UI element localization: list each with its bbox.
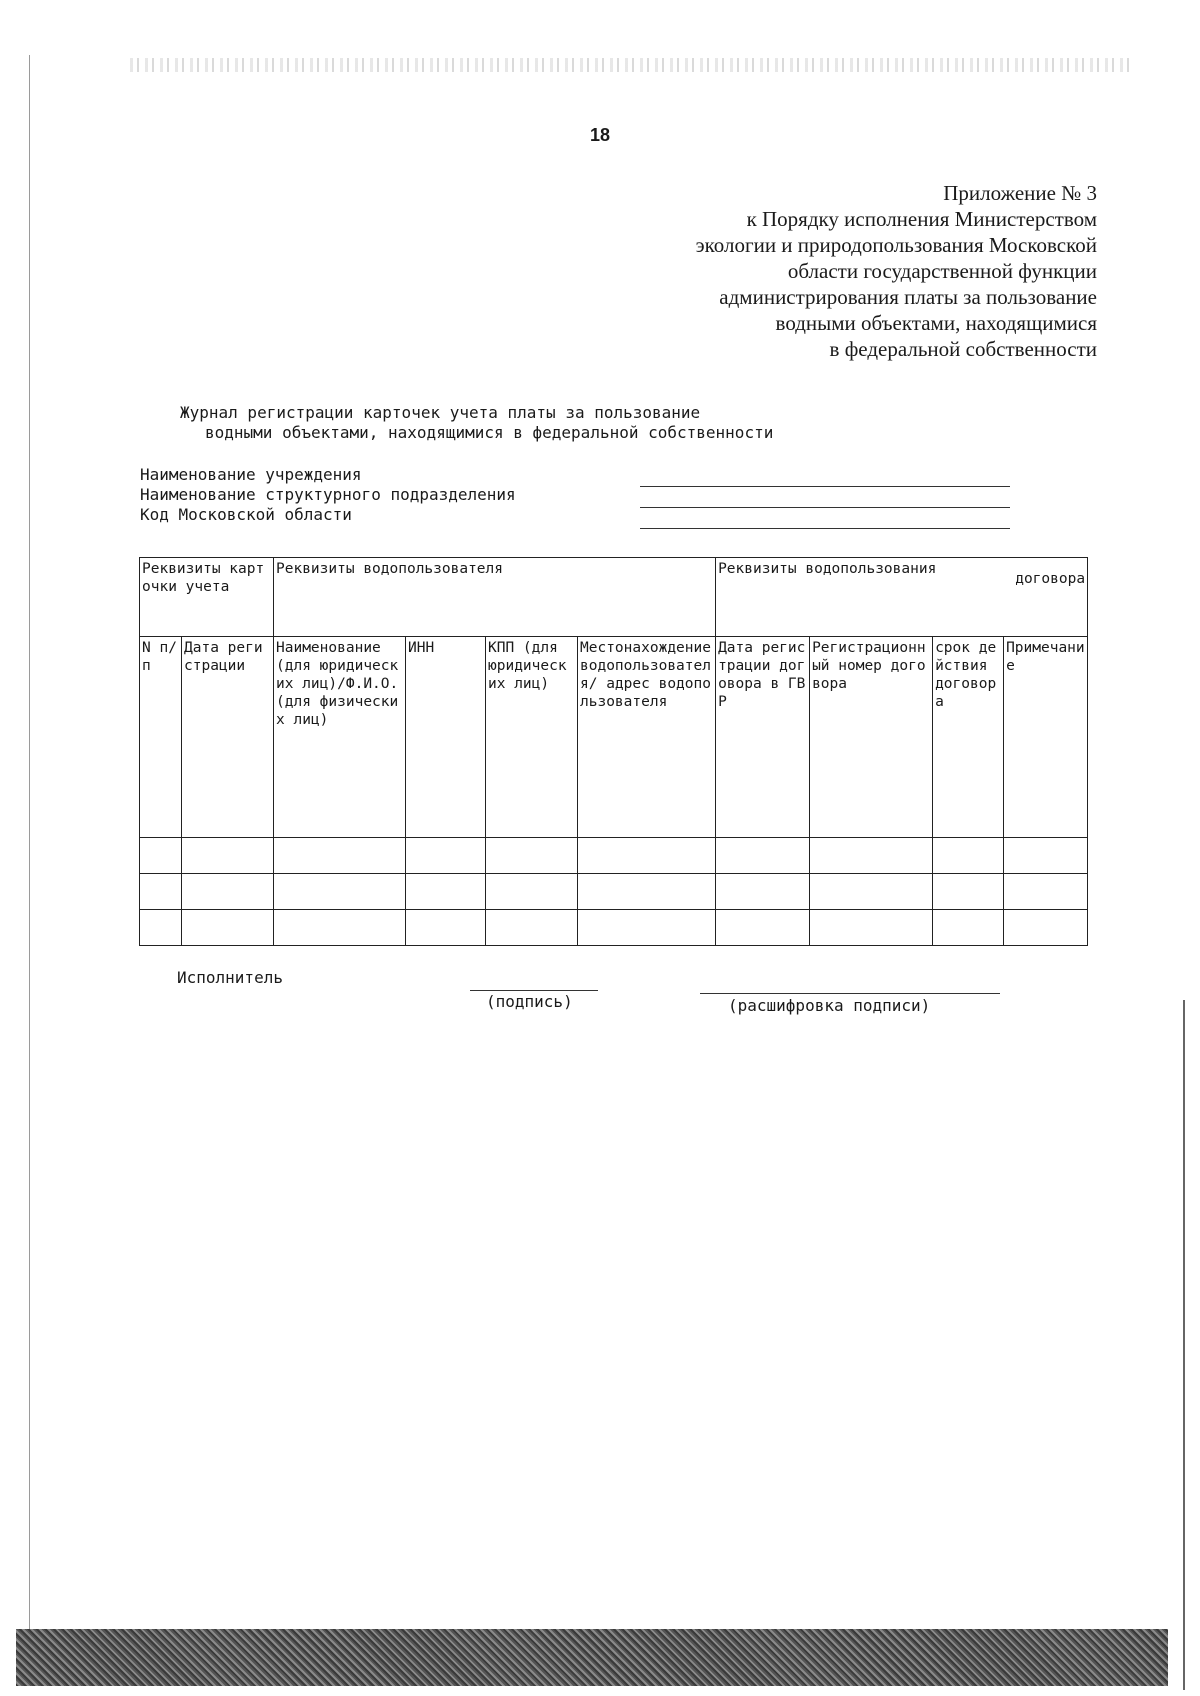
appendix-line: в федеральной собственности — [829, 337, 1097, 361]
table-cell[interactable] — [406, 838, 486, 874]
group-card-requisites: Реквизиты карточки учета — [140, 558, 274, 637]
institution-fill-line — [640, 486, 1010, 487]
table-cell[interactable] — [140, 910, 182, 946]
decoding-caption: (расшифровка подписи) — [728, 996, 931, 1015]
journal-title-line-1: Журнал регистрации карточек учета платы за пользование — [180, 403, 701, 422]
column-header-term: срок действия договора — [933, 637, 1004, 838]
group-contract-left-text: Реквизиты водопользования — [718, 561, 937, 577]
column-header-location: Местонахождение водопользователя/ адрес водопользователя — [578, 637, 716, 838]
table-cell[interactable] — [933, 910, 1004, 946]
journal-title-line-2: водными объектами, находящимися в федеральной собственности — [205, 423, 774, 442]
appendix-line: экологии и природопользования Московской — [695, 233, 1097, 257]
appendix-line: Приложение № 3 — [943, 181, 1097, 205]
column-header-contract-date: Дата регистрации договора в ГВР — [716, 637, 810, 838]
executor-label: Исполнитель — [177, 968, 283, 987]
table-cell[interactable] — [933, 838, 1004, 874]
appendix-header — [696, 180, 1097, 362]
journal-title — [180, 403, 773, 443]
column-header-note: Примечание — [1004, 637, 1088, 838]
column-header-number: N п/п — [140, 637, 182, 838]
table-cell[interactable] — [933, 874, 1004, 910]
table-column-header-row — [140, 637, 1088, 838]
table-cell[interactable] — [274, 874, 406, 910]
group-contract-requisites — [716, 558, 1088, 637]
table-cell[interactable] — [810, 838, 933, 874]
table-cell[interactable] — [716, 874, 810, 910]
table-cell[interactable] — [182, 874, 274, 910]
scan-noise-top — [130, 58, 1130, 72]
column-header-contract-number: Регистрационный номер договора — [810, 637, 933, 838]
table-group-header-row — [140, 558, 1088, 637]
appendix-line: администрирования платы за пользование — [719, 285, 1097, 309]
info-department-label: Наименование структурного подразделения — [140, 485, 516, 504]
table-cell[interactable] — [182, 838, 274, 874]
scan-bottom-band — [16, 1629, 1168, 1686]
scan-left-edge — [29, 55, 30, 1655]
table-cell[interactable] — [274, 910, 406, 946]
page-number: 18 — [589, 125, 611, 145]
table-cell[interactable] — [810, 874, 933, 910]
table-cell[interactable] — [1004, 874, 1088, 910]
column-header-name: Наименование (для юридических лиц)/Ф.И.О. (для физических лиц) — [274, 637, 406, 838]
table-row — [140, 910, 1088, 946]
table-cell[interactable] — [1004, 838, 1088, 874]
appendix-line: водными объектами, находящимися — [775, 311, 1097, 335]
table-cell[interactable] — [406, 874, 486, 910]
column-header-kpp: КПП (для юридических лиц) — [486, 637, 578, 838]
column-header-registration-date: Дата регистрации — [182, 637, 274, 838]
table-cell[interactable] — [578, 910, 716, 946]
table-cell[interactable] — [486, 838, 578, 874]
table-cell[interactable] — [578, 838, 716, 874]
signature-line — [470, 990, 598, 991]
appendix-line: к Порядку исполнения Министерством — [746, 207, 1097, 231]
department-fill-line — [640, 507, 1010, 508]
table-row — [140, 874, 1088, 910]
table-cell[interactable] — [716, 838, 810, 874]
info-institution-label: Наименование учреждения — [140, 465, 362, 484]
table-cell[interactable] — [810, 910, 933, 946]
decoding-line — [700, 993, 1000, 994]
table-row — [140, 838, 1088, 874]
table-cell[interactable] — [716, 910, 810, 946]
group-user-requisites: Реквизиты водопользователя — [274, 558, 716, 637]
column-header-inn: ИНН — [406, 637, 486, 838]
info-region-code-label: Код Московской области — [140, 505, 352, 524]
appendix-line: области государственной функции — [787, 259, 1097, 283]
table-cell[interactable] — [406, 910, 486, 946]
table-cell[interactable] — [182, 910, 274, 946]
journal-table — [139, 557, 1088, 946]
scan-right-edge — [1183, 1000, 1185, 1690]
group-contract-right-text: договора — [1015, 571, 1086, 587]
info-fields — [140, 465, 516, 525]
table-cell[interactable] — [578, 874, 716, 910]
table-cell[interactable] — [1004, 910, 1088, 946]
region-code-fill-line — [640, 528, 1010, 529]
table-cell[interactable] — [486, 910, 578, 946]
table-cell[interactable] — [140, 874, 182, 910]
signature-caption: (подпись) — [486, 992, 573, 1011]
table-cell[interactable] — [274, 838, 406, 874]
table-cell[interactable] — [486, 874, 578, 910]
table-cell[interactable] — [140, 838, 182, 874]
